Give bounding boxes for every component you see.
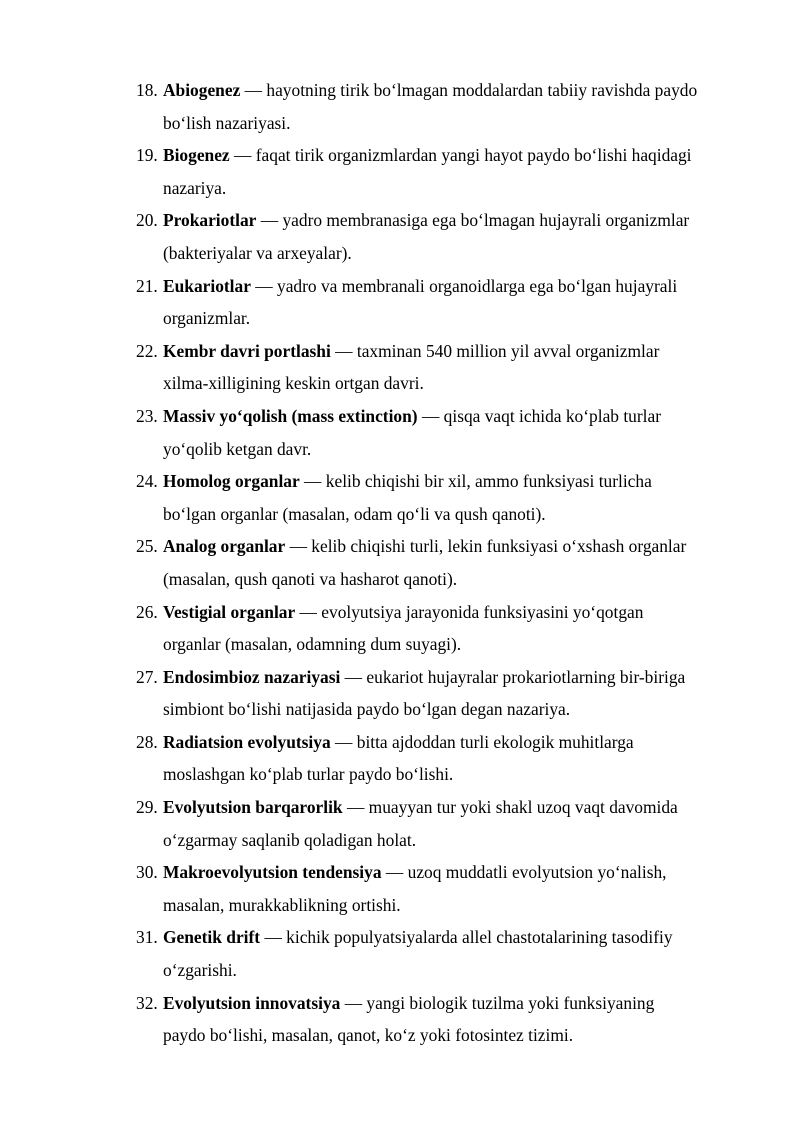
term-name: Prokariotlar	[163, 210, 257, 231]
glossary-item	[136, 74, 748, 139]
term-definition-start: — qisqa vaqt ichida ko‘plab turlar	[417, 405, 661, 426]
item-number: 19.	[136, 145, 158, 166]
glossary-item	[136, 856, 748, 921]
term-definition-start: — uzoq muddatli evolyutsion yo‘nalish,	[381, 862, 667, 883]
term-name: Eukariotlar	[163, 275, 251, 296]
term-definition-start: — evolyutsiya jarayonida funksiyasini yo‘qotgan	[295, 601, 644, 622]
term-name: Massiv yo‘qolish (mass extinction)	[163, 405, 418, 426]
term-name: Vestigial organlar	[163, 601, 296, 622]
item-number: 32.	[136, 992, 158, 1013]
term-definition-continuation: bo‘lgan organlar (masalan, odam qo‘li va qush qanoti).	[163, 503, 546, 524]
term-definition-continuation: simbiont bo‘lishi natijasida paydo bo‘lgan degan nazariya.	[163, 699, 571, 720]
term-name: Makroevolyutsion tendensiya	[163, 862, 382, 883]
glossary-item	[136, 465, 748, 530]
term-definition-start: — muayyan tur yoki shakl uzoq vaqt davomida	[342, 797, 678, 818]
term-name: Radiatsion evolyutsiya	[163, 731, 331, 752]
term-definition-start: — taxminan 540 million yil avval organizmlar	[330, 340, 660, 361]
term-definition-continuation: (masalan, qush qanoti va hasharot qanoti).	[163, 568, 458, 589]
term-name: Endosimbioz nazariyasi	[163, 666, 341, 687]
item-number: 29.	[136, 797, 158, 818]
glossary-item	[136, 596, 748, 661]
term-definition-continuation: moslashgan ko‘plab turlar paydo bo‘lishi.	[163, 764, 454, 785]
term-definition-continuation: o‘zgarishi.	[163, 960, 237, 981]
term-name: Genetik drift	[163, 927, 261, 948]
item-number: 28.	[136, 731, 158, 752]
item-first-line	[163, 270, 748, 303]
term-definition-continuation: yo‘qolib ketgan davr.	[163, 438, 312, 459]
item-first-line	[163, 661, 748, 694]
term-definition-continuation: xilma-xilligining keskin ortgan davri.	[163, 373, 424, 394]
item-first-line	[163, 856, 748, 889]
item-first-line	[163, 530, 748, 563]
item-first-line	[163, 400, 748, 433]
term-definition-start: — faqat tirik organizmlardan yangi hayot paydo bo‘lishi haqidagi	[229, 145, 692, 166]
term-name: Analog organlar	[163, 536, 286, 557]
item-number: 31.	[136, 927, 158, 948]
term-definition-start: — kichik populyatsiyalarda allel chastotalarining tasodifiy	[260, 927, 673, 948]
term-definition-start: — kelib chiqishi turli, lekin funksiyasi o‘xshash organlar	[285, 536, 687, 557]
item-number: 22.	[136, 340, 158, 361]
item-first-line	[163, 74, 748, 107]
item-first-line	[163, 335, 748, 368]
glossary-item	[136, 270, 748, 335]
item-number: 21.	[136, 275, 158, 296]
term-definition-start: — yadro va membranali organoidlarga ega bo‘lgan hujayrali	[250, 275, 678, 296]
term-definition-continuation: masalan, murakkablikning ortishi.	[163, 894, 401, 915]
item-first-line	[163, 465, 748, 498]
term-definition-start: — yadro membranasiga ega bo‘lmagan hujayrali organizmlar	[256, 210, 690, 231]
term-definition-continuation: organlar (masalan, odamning dum suyagi).	[163, 634, 462, 655]
item-number: 20.	[136, 210, 158, 231]
glossary-item	[136, 204, 748, 269]
term-definition-continuation: bo‘lish nazariyasi.	[163, 112, 291, 133]
item-number: 24.	[136, 471, 158, 492]
term-name: Evolyutsion barqarorlik	[163, 797, 343, 818]
term-definition-start: — bitta ajdoddan turli ekologik muhitlarga	[330, 731, 634, 752]
item-first-line	[163, 139, 748, 172]
glossary-item	[136, 530, 748, 595]
item-number: 23.	[136, 405, 158, 426]
item-first-line	[163, 596, 748, 629]
item-number: 25.	[136, 536, 158, 557]
item-number: 18.	[136, 80, 158, 100]
item-number: 27.	[136, 666, 158, 687]
term-definition-continuation: (bakteriyalar va arxeyalar).	[163, 242, 352, 263]
glossary-list	[136, 74, 748, 1052]
glossary-item	[136, 661, 748, 726]
term-name: Homolog organlar	[163, 471, 300, 492]
term-definition-start: — yangi biologik tuzilma yoki funksiyaning	[340, 992, 655, 1013]
item-number: 30.	[136, 862, 158, 883]
glossary-item	[136, 139, 748, 204]
term-name: Biogenez	[163, 145, 230, 166]
term-name: Kembr davri portlashi	[163, 340, 331, 361]
term-definition-continuation: organizmlar.	[163, 308, 251, 329]
term-definition-continuation: o‘zgarmay saqlanib qoladigan holat.	[163, 829, 417, 850]
glossary-item	[136, 987, 748, 1052]
item-first-line	[163, 921, 748, 954]
item-first-line	[163, 987, 748, 1020]
term-name: Evolyutsion innovatsiya	[163, 992, 341, 1013]
item-first-line	[163, 204, 748, 237]
item-first-line	[163, 726, 748, 759]
item-first-line	[163, 791, 748, 824]
glossary-item	[136, 400, 748, 465]
term-definition-start: — hayotning tirik bo‘lmagan moddalardan tabiiy ravishda paydo	[240, 80, 698, 100]
glossary-item	[136, 335, 748, 400]
term-definition-start: — kelib chiqishi bir xil, ammo funksiyasi turlicha	[299, 471, 652, 492]
term-definition-continuation: paydo bo‘lishi, masalan, qanot, ko‘z yoki fotosintez tizimi.	[163, 1025, 574, 1046]
item-number: 26.	[136, 601, 158, 622]
term-name: Abiogenez	[163, 80, 241, 100]
glossary-item	[136, 791, 748, 856]
term-definition-continuation: nazariya.	[163, 177, 227, 198]
term-definition-start: — eukariot hujayralar prokariotlarning bir-biriga	[340, 666, 686, 687]
glossary-item	[136, 726, 748, 791]
glossary-item	[136, 921, 748, 986]
